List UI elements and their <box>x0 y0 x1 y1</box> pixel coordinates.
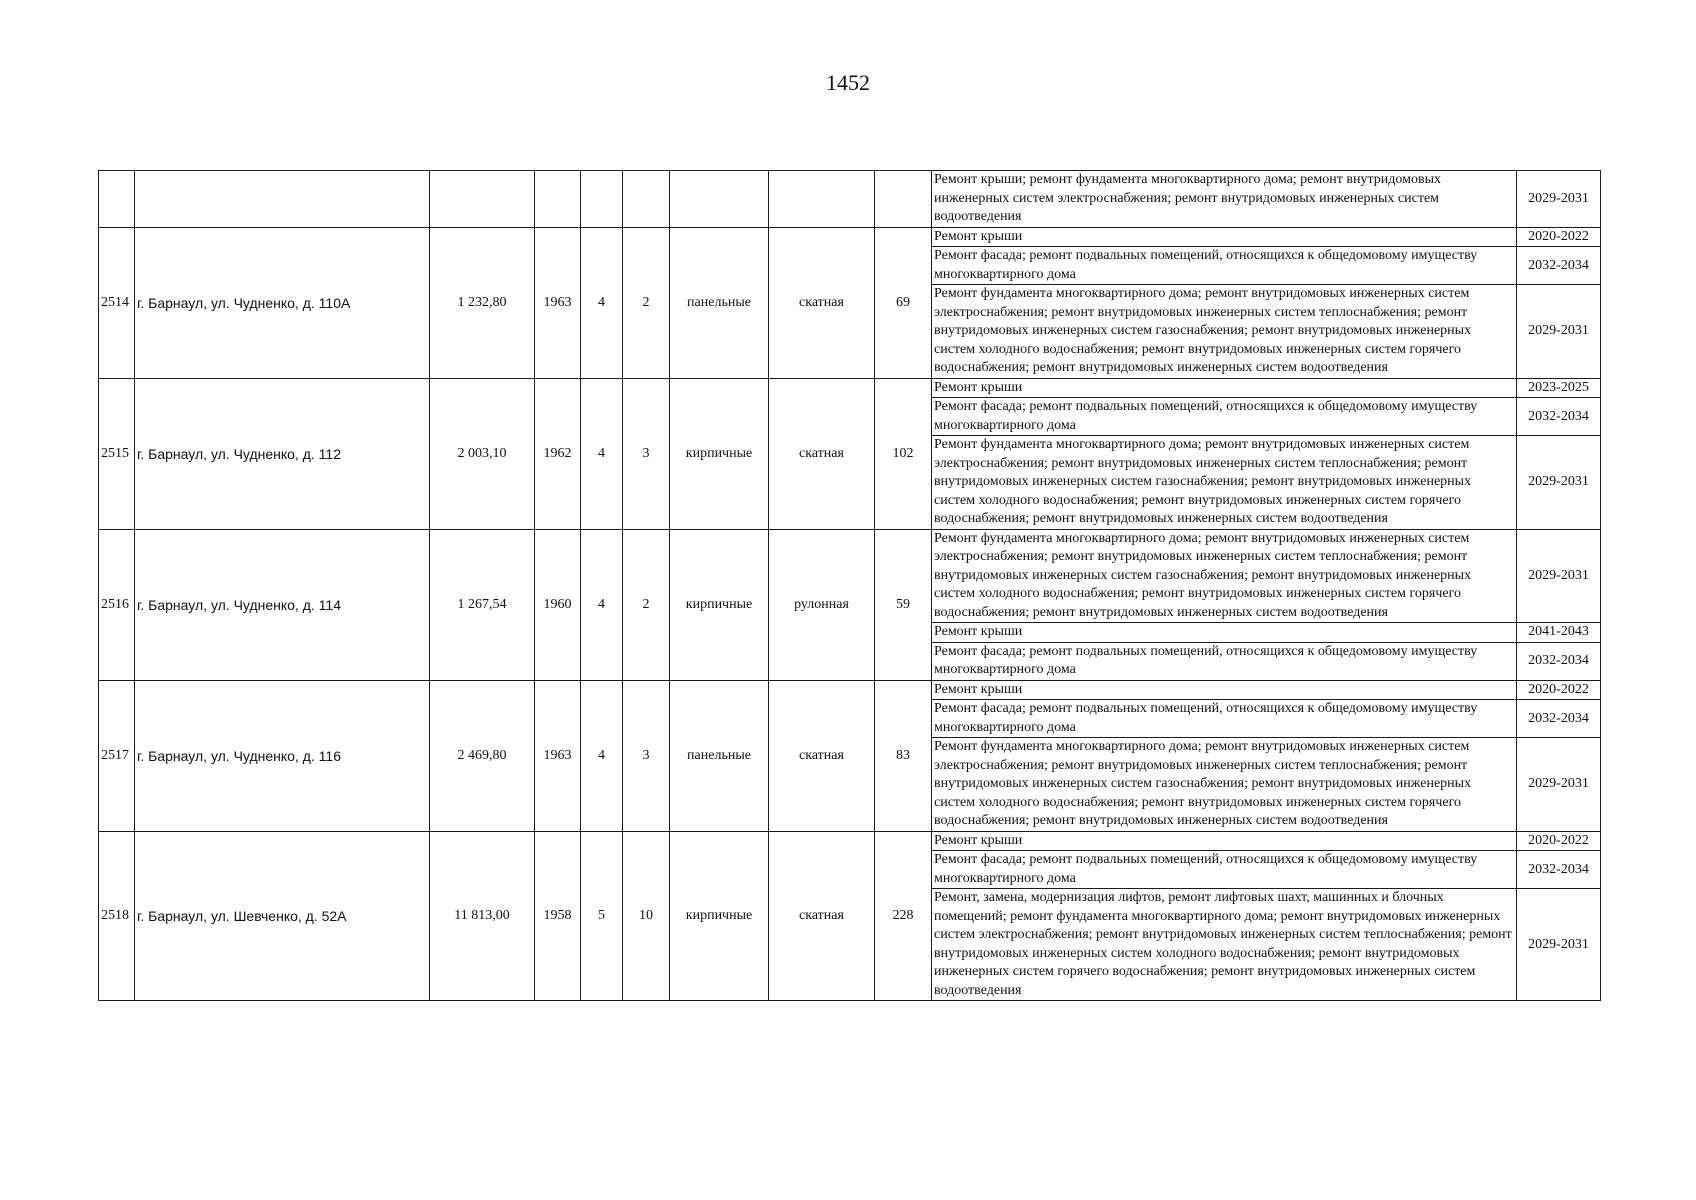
roof-type: рулонная <box>769 529 875 680</box>
work-period: 2029-2031 <box>1517 529 1601 623</box>
work-description: Ремонт фасада; ремонт подвальных помещений, относящихся к общедомовому имуществу многоквартирного дома <box>932 642 1517 680</box>
house-area: 2 003,10 <box>430 378 535 529</box>
work-description: Ремонт фундамента многоквартирного дома; ремонт внутридомовых инженерных систем электроснабжения; ремонт внутридомовых инженерных систем теплоснабжения; ремонт внутридомовых инженерных систем газоснабжения; ремонт внутридомовых инженерных систем холодного водоснабжения; ремонт внутридомовых инженерных систем горячего водоснабжения; ремонт внутридомовых инженерных систем водоотведения <box>932 436 1517 530</box>
flat-count: 83 <box>875 680 932 831</box>
work-period: 2023-2025 <box>1517 378 1601 398</box>
wall-material: панельные <box>670 227 769 378</box>
build-year: 1958 <box>535 831 581 1001</box>
roof-type <box>769 171 875 228</box>
work-period: 2032-2034 <box>1517 247 1601 285</box>
work-period: 2041-2043 <box>1517 623 1601 643</box>
flat-count <box>875 171 932 228</box>
floor-count: 4 <box>581 227 623 378</box>
table-body <box>99 171 1601 1001</box>
floor-count: 4 <box>581 529 623 680</box>
build-year <box>535 171 581 228</box>
wall-material: кирпичные <box>670 831 769 1001</box>
work-period: 2032-2034 <box>1517 851 1601 889</box>
table-row <box>99 227 1601 247</box>
work-description: Ремонт крыши; ремонт фундамента многоквартирного дома; ремонт внутридомовых инженерных систем электроснабжения; ремонт внутридомовых инженерных систем водоотведения <box>932 171 1517 228</box>
work-period: 2020-2022 <box>1517 227 1601 247</box>
house-area: 2 469,80 <box>430 680 535 831</box>
work-description: Ремонт крыши <box>932 378 1517 398</box>
table-row <box>99 171 1601 228</box>
house-number: 2515 <box>99 378 135 529</box>
entrance-count: 10 <box>623 831 670 1001</box>
entrance-count: 2 <box>623 529 670 680</box>
work-description: Ремонт крыши <box>932 831 1517 851</box>
work-period: 2029-2031 <box>1517 285 1601 379</box>
floor-count: 5 <box>581 831 623 1001</box>
entrance-count: 3 <box>623 378 670 529</box>
house-area: 11 813,00 <box>430 831 535 1001</box>
table-row <box>99 529 1601 623</box>
work-period: 2029-2031 <box>1517 436 1601 530</box>
build-year: 1963 <box>535 227 581 378</box>
work-period: 2029-2031 <box>1517 738 1601 832</box>
work-description: Ремонт фундамента многоквартирного дома; ремонт внутридомовых инженерных систем электроснабжения; ремонт внутридомовых инженерных систем теплоснабжения; ремонт внутридомовых инженерных систем газоснабжения; ремонт внутридомовых инженерных систем холодного водоснабжения; ремонт внутридомовых инженерных систем горячего водоснабжения; ремонт внутридомовых инженерных систем водоотведения <box>932 738 1517 832</box>
build-year: 1962 <box>535 378 581 529</box>
flat-count: 102 <box>875 378 932 529</box>
house-area: 1 267,54 <box>430 529 535 680</box>
work-description: Ремонт, замена, модернизация лифтов, ремонт лифтовых шахт, машинных и блочных помещений; ремонт фундамента многоквартирного дома; ремонт внутридомовых инженерных систем электроснабжения; ремонт внутридомовых инженерных систем теплоснабжения; ремонт внутридомовых инженерных систем холодного водоснабжения; ремонт внутридомовых инженерных систем горячего водоснабжения; ремонт внутридомовых инженерных систем водоотведения <box>932 889 1517 1001</box>
work-description: Ремонт фасада; ремонт подвальных помещений, относящихся к общедомовому имуществу многоквартирного дома <box>932 851 1517 889</box>
house-area: 1 232,80 <box>430 227 535 378</box>
flat-count: 69 <box>875 227 932 378</box>
work-period: 2020-2022 <box>1517 680 1601 700</box>
work-period: 2029-2031 <box>1517 171 1601 228</box>
work-description: Ремонт крыши <box>932 623 1517 643</box>
work-description: Ремонт крыши <box>932 227 1517 247</box>
flat-count: 228 <box>875 831 932 1001</box>
wall-material: кирпичные <box>670 529 769 680</box>
floor-count: 4 <box>581 680 623 831</box>
wall-material <box>670 171 769 228</box>
entrance-count: 3 <box>623 680 670 831</box>
floor-count <box>581 171 623 228</box>
house-address: г. Барнаул, ул. Чудненко, д. 114 <box>135 529 430 680</box>
work-period: 2032-2034 <box>1517 642 1601 680</box>
work-description: Ремонт фасада; ремонт подвальных помещений, относящихся к общедомовому имуществу многоквартирного дома <box>932 398 1517 436</box>
work-period: 2032-2034 <box>1517 700 1601 738</box>
capital-repair-table <box>98 170 1601 1001</box>
work-period: 2029-2031 <box>1517 889 1601 1001</box>
house-address: г. Барнаул, ул. Чудненко, д. 116 <box>135 680 430 831</box>
house-number: 2514 <box>99 227 135 378</box>
table-row <box>99 378 1601 398</box>
work-description: Ремонт фундамента многоквартирного дома; ремонт внутридомовых инженерных систем электроснабжения; ремонт внутридомовых инженерных систем теплоснабжения; ремонт внутридомовых инженерных систем газоснабжения; ремонт внутридомовых инженерных систем холодного водоснабжения; ремонт внутридомовых инженерных систем горячего водоснабжения; ремонт внутридомовых инженерных систем водоотведения <box>932 529 1517 623</box>
roof-type: скатная <box>769 831 875 1001</box>
table-row <box>99 831 1601 851</box>
house-address: г. Барнаул, ул. Чудненко, д. 110А <box>135 227 430 378</box>
house-number: 2517 <box>99 680 135 831</box>
build-year: 1963 <box>535 680 581 831</box>
house-address <box>135 171 430 228</box>
work-period: 2032-2034 <box>1517 398 1601 436</box>
table-row <box>99 680 1601 700</box>
roof-type: скатная <box>769 227 875 378</box>
house-address: г. Барнаул, ул. Чудненко, д. 112 <box>135 378 430 529</box>
house-number <box>99 171 135 228</box>
flat-count: 59 <box>875 529 932 680</box>
work-period: 2020-2022 <box>1517 831 1601 851</box>
roof-type: скатная <box>769 680 875 831</box>
roof-type: скатная <box>769 378 875 529</box>
wall-material: панельные <box>670 680 769 831</box>
house-area <box>430 171 535 228</box>
work-description: Ремонт крыши <box>932 680 1517 700</box>
work-description: Ремонт фасада; ремонт подвальных помещений, относящихся к общедомовому имуществу многоквартирного дома <box>932 247 1517 285</box>
wall-material: кирпичные <box>670 378 769 529</box>
house-number: 2518 <box>99 831 135 1001</box>
entrance-count <box>623 171 670 228</box>
floor-count: 4 <box>581 378 623 529</box>
build-year: 1960 <box>535 529 581 680</box>
entrance-count: 2 <box>623 227 670 378</box>
work-description: Ремонт фасада; ремонт подвальных помещений, относящихся к общедомовому имуществу многоквартирного дома <box>932 700 1517 738</box>
house-address: г. Барнаул, ул. Шевченко, д. 52А <box>135 831 430 1001</box>
work-description: Ремонт фундамента многоквартирного дома; ремонт внутридомовых инженерных систем электроснабжения; ремонт внутридомовых инженерных систем теплоснабжения; ремонт внутридомовых инженерных систем газоснабжения; ремонт внутридомовых инженерных систем холодного водоснабжения; ремонт внутридомовых инженерных систем горячего водоснабжения; ремонт внутридомовых инженерных систем водоотведения <box>932 285 1517 379</box>
page-number: 1452 <box>826 70 870 95</box>
house-number: 2516 <box>99 529 135 680</box>
